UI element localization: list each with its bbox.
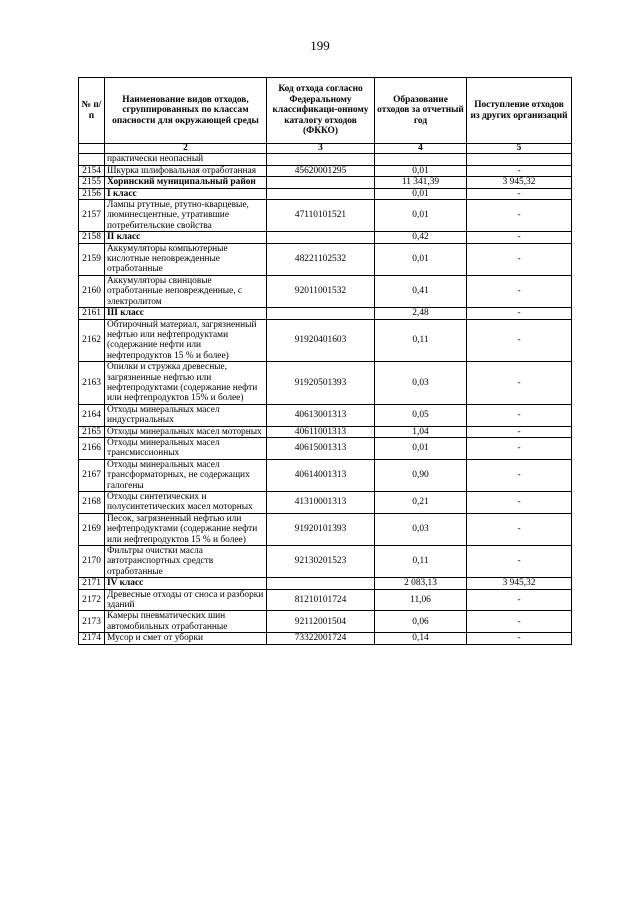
row-number: 2169 bbox=[79, 513, 105, 545]
waste-code bbox=[267, 154, 375, 165]
waste-received: - bbox=[467, 275, 572, 307]
row-number: 2157 bbox=[79, 200, 105, 232]
waste-formed: 0,05 bbox=[375, 404, 467, 426]
column-number: 3 bbox=[267, 144, 375, 154]
table-row bbox=[79, 437, 572, 459]
waste-received: - bbox=[467, 437, 572, 459]
row-number: 2154 bbox=[79, 165, 105, 176]
header-name: Наименование видов отходов, сгруппированных по классам опасности для окружающей среды bbox=[105, 78, 267, 144]
waste-code: 91920401603 bbox=[267, 319, 375, 362]
waste-formed: 0,01 bbox=[375, 243, 467, 275]
waste-name: Отходы минеральных масел трансмиссионных bbox=[105, 437, 267, 459]
row-number bbox=[79, 154, 105, 165]
waste-code bbox=[267, 188, 375, 199]
waste-code: 92130201523 bbox=[267, 546, 375, 578]
waste-code: 91920101393 bbox=[267, 513, 375, 545]
waste-name: Камеры пневматических шин автомобильных отработанные bbox=[105, 611, 267, 633]
waste-formed: 0,11 bbox=[375, 319, 467, 362]
waste-name: IV класс bbox=[105, 578, 267, 589]
row-number: 2161 bbox=[79, 308, 105, 319]
waste-name: Мусор и смет от уборки bbox=[105, 633, 267, 644]
waste-formed: 0,11 bbox=[375, 546, 467, 578]
row-number: 2168 bbox=[79, 492, 105, 514]
waste-code bbox=[267, 177, 375, 188]
waste-code: 41310001313 bbox=[267, 492, 375, 514]
waste-name: Аккумуляторы компьютерные кислотные неповрежденные отработанные bbox=[105, 243, 267, 275]
header-num: № п/п bbox=[79, 78, 105, 144]
table-row bbox=[79, 578, 572, 589]
row-number: 2171 bbox=[79, 578, 105, 589]
waste-received: - bbox=[467, 611, 572, 633]
table-row bbox=[79, 362, 572, 405]
waste-received: - bbox=[467, 308, 572, 319]
waste-code: 92112001504 bbox=[267, 611, 375, 633]
table-row bbox=[79, 243, 572, 275]
waste-received: - bbox=[467, 188, 572, 199]
waste-formed: 0,14 bbox=[375, 633, 467, 644]
table-row bbox=[79, 165, 572, 176]
page-number: 199 bbox=[310, 38, 330, 53]
waste-formed: 0,01 bbox=[375, 188, 467, 199]
waste-code bbox=[267, 232, 375, 243]
waste-formed: 0,01 bbox=[375, 200, 467, 232]
waste-name: Древесные отходы от сноса и разборки зданий bbox=[105, 589, 267, 611]
waste-received: - bbox=[467, 404, 572, 426]
waste-name: Обтирочный материал, загрязненный нефтью или нефтепродуктами (содержание нефти или нефтепродуктов 15 % и более) bbox=[105, 319, 267, 362]
row-number: 2158 bbox=[79, 232, 105, 243]
table-row bbox=[79, 513, 572, 545]
waste-received: - bbox=[467, 589, 572, 611]
waste-formed: 0,41 bbox=[375, 275, 467, 307]
column-number bbox=[79, 144, 105, 154]
waste-code: 81210101724 bbox=[267, 589, 375, 611]
column-number: 5 bbox=[467, 144, 572, 154]
table-row bbox=[79, 319, 572, 362]
table-row bbox=[79, 154, 572, 165]
row-number: 2172 bbox=[79, 589, 105, 611]
waste-table bbox=[78, 77, 572, 645]
waste-name: практически неопасный bbox=[105, 154, 267, 165]
waste-name: Отходы минеральных масел моторных bbox=[105, 426, 267, 437]
waste-received: - bbox=[467, 165, 572, 176]
table-row bbox=[79, 275, 572, 307]
waste-received: 3 945,32 bbox=[467, 578, 572, 589]
waste-name: Опилки и стружка древесные, загрязненные нефтью или нефтепродуктами (содержание нефти или нефтепродуктов 15% и более) bbox=[105, 362, 267, 405]
table-row bbox=[79, 200, 572, 232]
waste-name: Отходы минеральных масел трансформаторных, не содержащих галогены bbox=[105, 459, 267, 491]
table-row bbox=[79, 426, 572, 437]
table-header-row bbox=[79, 78, 572, 144]
row-number: 2170 bbox=[79, 546, 105, 578]
row-number: 2160 bbox=[79, 275, 105, 307]
header-formed: Образование отходов за отчетный год bbox=[375, 78, 467, 144]
table-row bbox=[79, 404, 572, 426]
waste-formed: 0,01 bbox=[375, 165, 467, 176]
waste-received: - bbox=[467, 232, 572, 243]
waste-formed: 11,06 bbox=[375, 589, 467, 611]
waste-received: - bbox=[467, 633, 572, 644]
waste-code: 45620001295 bbox=[267, 165, 375, 176]
header-received: Поступление отходов из других организаций bbox=[467, 78, 572, 144]
waste-name: Аккумуляторы свинцовые отработанные неповрежденные, с электролитом bbox=[105, 275, 267, 307]
waste-name: I класс bbox=[105, 188, 267, 199]
waste-code: 40614001313 bbox=[267, 459, 375, 491]
waste-name: Отходы минеральных масел индустриальных bbox=[105, 404, 267, 426]
waste-formed: 0,90 bbox=[375, 459, 467, 491]
waste-formed: 0,21 bbox=[375, 492, 467, 514]
waste-formed: 0,03 bbox=[375, 362, 467, 405]
waste-name: Песок, загрязненный нефтью или нефтепродуктами (содержание нефти или нефтепродуктов 15 % и более) bbox=[105, 513, 267, 545]
waste-code: 40611001313 bbox=[267, 426, 375, 437]
waste-code bbox=[267, 308, 375, 319]
table-row bbox=[79, 188, 572, 199]
row-number: 2166 bbox=[79, 437, 105, 459]
waste-name: Фильтры очистки масла автотранспортных средств отработанные bbox=[105, 546, 267, 578]
row-number: 2165 bbox=[79, 426, 105, 437]
waste-received: 3 945,32 bbox=[467, 177, 572, 188]
table-row bbox=[79, 232, 572, 243]
waste-code bbox=[267, 578, 375, 589]
waste-code: 92011001532 bbox=[267, 275, 375, 307]
waste-code: 48221102532 bbox=[267, 243, 375, 275]
waste-name: Лампы ртутные, ртутно-кварцевые, люминесцентные, утратившие потребительские свойства bbox=[105, 200, 267, 232]
row-number: 2155 bbox=[79, 177, 105, 188]
waste-formed: 0,01 bbox=[375, 437, 467, 459]
column-numbers-row bbox=[79, 144, 572, 154]
waste-name: Хоринский муниципальный район bbox=[105, 177, 267, 188]
waste-received: - bbox=[467, 459, 572, 491]
waste-received: - bbox=[467, 492, 572, 514]
waste-code: 40613001313 bbox=[267, 404, 375, 426]
waste-name: Отходы синтетических и полусинтетических масел моторных bbox=[105, 492, 267, 514]
waste-received: - bbox=[467, 243, 572, 275]
row-number: 2159 bbox=[79, 243, 105, 275]
row-number: 2156 bbox=[79, 188, 105, 199]
waste-formed: 0,06 bbox=[375, 611, 467, 633]
waste-code: 73322001724 bbox=[267, 633, 375, 644]
table-row bbox=[79, 177, 572, 188]
waste-name: III класс bbox=[105, 308, 267, 319]
waste-formed: 2,48 bbox=[375, 308, 467, 319]
row-number: 2163 bbox=[79, 362, 105, 405]
row-number: 2164 bbox=[79, 404, 105, 426]
table-row bbox=[79, 633, 572, 644]
waste-received: - bbox=[467, 200, 572, 232]
waste-code: 91920501393 bbox=[267, 362, 375, 405]
waste-received: - bbox=[467, 426, 572, 437]
row-number: 2167 bbox=[79, 459, 105, 491]
waste-name: II класс bbox=[105, 232, 267, 243]
waste-formed: 0,03 bbox=[375, 513, 467, 545]
waste-formed: 0,42 bbox=[375, 232, 467, 243]
waste-received: - bbox=[467, 513, 572, 545]
waste-code: 40615001313 bbox=[267, 437, 375, 459]
header-code: Код отхода согласно Федеральному классификаци-онному каталогу отходов (ФККО) bbox=[267, 78, 375, 144]
waste-received: - bbox=[467, 319, 572, 362]
table-row bbox=[79, 611, 572, 633]
waste-received: - bbox=[467, 546, 572, 578]
row-number: 2162 bbox=[79, 319, 105, 362]
table-row bbox=[79, 459, 572, 491]
column-number: 2 bbox=[105, 144, 267, 154]
table-body bbox=[79, 154, 572, 644]
row-number: 2173 bbox=[79, 611, 105, 633]
waste-formed bbox=[375, 154, 467, 165]
column-number: 4 bbox=[375, 144, 467, 154]
table-row bbox=[79, 546, 572, 578]
waste-code: 47110101521 bbox=[267, 200, 375, 232]
waste-formed: 2 083,13 bbox=[375, 578, 467, 589]
table-row bbox=[79, 308, 572, 319]
waste-name: Шкурка шлифовальная отработанная bbox=[105, 165, 267, 176]
waste-formed: 1,04 bbox=[375, 426, 467, 437]
table-row bbox=[79, 492, 572, 514]
waste-received bbox=[467, 154, 572, 165]
row-number: 2174 bbox=[79, 633, 105, 644]
waste-received: - bbox=[467, 362, 572, 405]
table-row bbox=[79, 589, 572, 611]
waste-formed: 11 341,39 bbox=[375, 177, 467, 188]
